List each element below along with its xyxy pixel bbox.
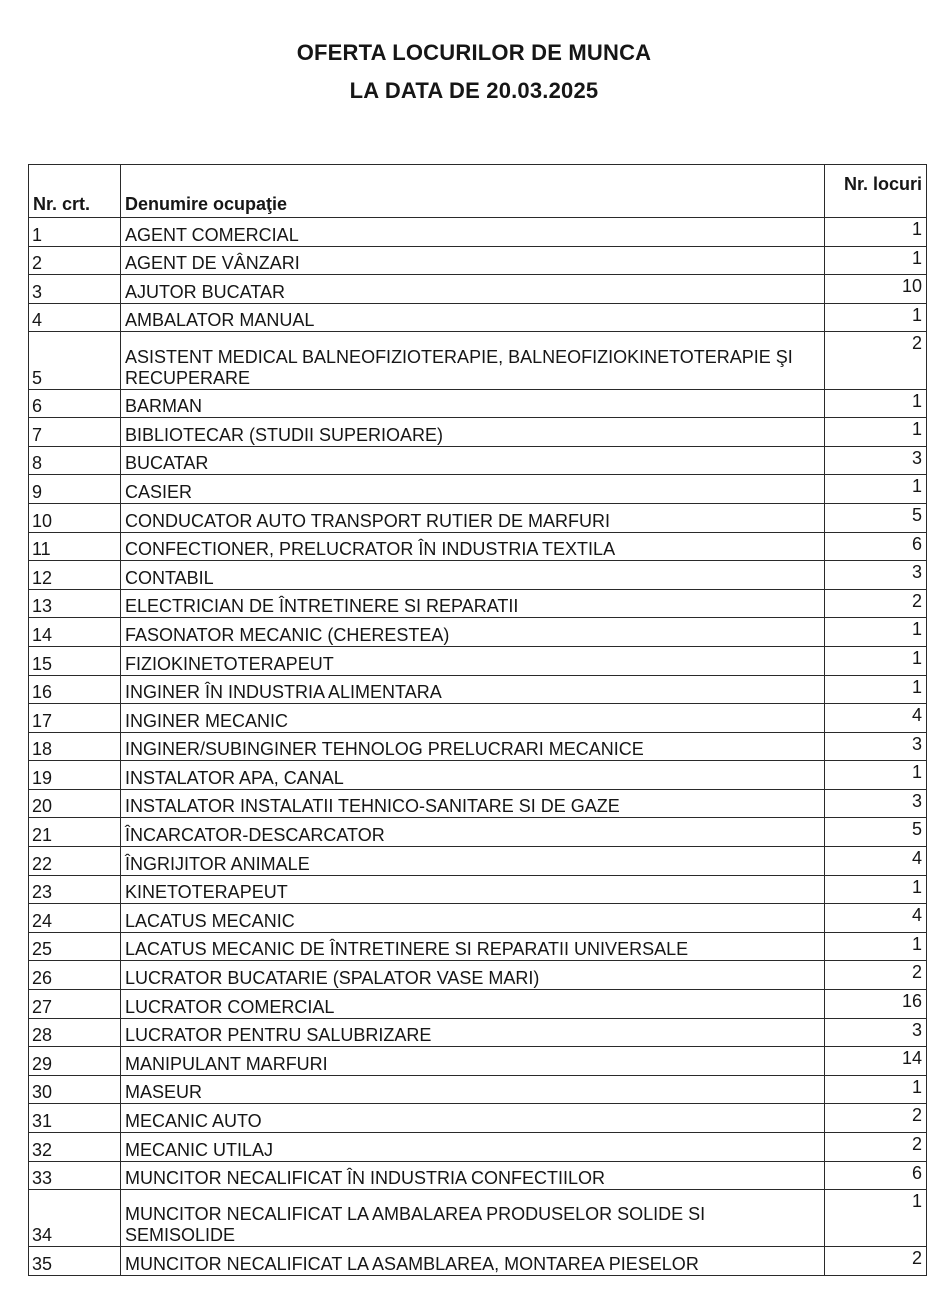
table-row (29, 561, 927, 590)
job-offers-table (28, 164, 927, 1276)
places-count: 1 (825, 303, 927, 332)
occupation-name: KINETOTERAPEUT (121, 875, 825, 904)
occupation-name: ÎNGRIJITOR ANIMALE (121, 847, 825, 876)
row-number: 6 (29, 389, 121, 418)
row-number: 1 (29, 218, 121, 247)
places-count: 1 (825, 646, 927, 675)
occupation-name: INSTALATOR INSTALATII TEHNICO-SANITARE SI DE GAZE (121, 789, 825, 818)
table-row (29, 875, 927, 904)
occupation-name: MASEUR (121, 1075, 825, 1104)
row-number: 28 (29, 1018, 121, 1047)
table-row (29, 1047, 927, 1076)
occupation-name: BIBLIOTECAR (STUDII SUPERIOARE) (121, 418, 825, 447)
occupation-name: LACATUS MECANIC DE ÎNTRETINERE SI REPARATII UNIVERSALE (121, 932, 825, 961)
occupation-name: MECANIC AUTO (121, 1104, 825, 1133)
places-count: 6 (825, 532, 927, 561)
table-row (29, 275, 927, 304)
row-number: 17 (29, 704, 121, 733)
places-count: 1 (825, 246, 927, 275)
table-row (29, 1018, 927, 1047)
row-number: 21 (29, 818, 121, 847)
places-count: 1 (825, 475, 927, 504)
occupation-name: LACATUS MECANIC (121, 904, 825, 933)
row-number: 4 (29, 303, 121, 332)
places-count: 2 (825, 1104, 927, 1133)
row-number: 34 (29, 1190, 121, 1247)
table-row (29, 1133, 927, 1162)
occupation-name: CONTABIL (121, 561, 825, 590)
places-count: 1 (825, 875, 927, 904)
occupation-name: AJUTOR BUCATAR (121, 275, 825, 304)
table-row (29, 418, 927, 447)
table-row (29, 732, 927, 761)
places-count: 1 (825, 389, 927, 418)
places-count: 4 (825, 904, 927, 933)
row-number: 31 (29, 1104, 121, 1133)
occupation-name: ELECTRICIAN DE ÎNTRETINERE SI REPARATII (121, 589, 825, 618)
row-number: 30 (29, 1075, 121, 1104)
row-number: 12 (29, 561, 121, 590)
occupation-name: LUCRATOR BUCATARIE (SPALATOR VASE MARI) (121, 961, 825, 990)
table-header-row (29, 165, 927, 218)
places-count: 2 (825, 961, 927, 990)
header-nr-crt: Nr. crt. (29, 165, 121, 218)
table-row (29, 675, 927, 704)
row-number: 15 (29, 646, 121, 675)
places-count: 3 (825, 732, 927, 761)
occupation-name: INGINER ÎN INDUSTRIA ALIMENTARA (121, 675, 825, 704)
table-row (29, 932, 927, 961)
occupation-name: MUNCITOR NECALIFICAT ÎN INDUSTRIA CONFECTIILOR (121, 1161, 825, 1190)
row-number: 10 (29, 503, 121, 532)
occupation-name: LUCRATOR COMERCIAL (121, 990, 825, 1019)
table-row (29, 646, 927, 675)
occupation-name: ÎNCARCATOR-DESCARCATOR (121, 818, 825, 847)
table-row (29, 1104, 927, 1133)
places-count: 2 (825, 1133, 927, 1162)
table-row (29, 961, 927, 990)
places-count: 10 (825, 275, 927, 304)
places-count: 2 (825, 332, 927, 389)
table-row (29, 990, 927, 1019)
table-row (29, 389, 927, 418)
table-row (29, 246, 927, 275)
document-date-title: LA DATA DE 20.03.2025 (349, 78, 599, 103)
occupation-name: LUCRATOR PENTRU SALUBRIZARE (121, 1018, 825, 1047)
occupation-name (121, 1190, 825, 1247)
table-row (29, 589, 927, 618)
row-number: 19 (29, 761, 121, 790)
occupation-name: CASIER (121, 475, 825, 504)
row-number: 33 (29, 1161, 121, 1190)
occupation-name: MECANIC UTILAJ (121, 1133, 825, 1162)
table-row (29, 1161, 927, 1190)
row-number: 13 (29, 589, 121, 618)
table-row (29, 218, 927, 247)
row-number: 8 (29, 446, 121, 475)
table-row (29, 904, 927, 933)
table-row (29, 618, 927, 647)
table-row (29, 446, 927, 475)
occupation-name: INSTALATOR APA, CANAL (121, 761, 825, 790)
occupation-name: CONDUCATOR AUTO TRANSPORT RUTIER DE MARFURI (121, 503, 825, 532)
places-count: 4 (825, 847, 927, 876)
places-count: 1 (825, 618, 927, 647)
row-number: 25 (29, 932, 121, 961)
table-row (29, 789, 927, 818)
places-count: 5 (825, 503, 927, 532)
places-count: 5 (825, 818, 927, 847)
table-row (29, 704, 927, 733)
row-number: 32 (29, 1133, 121, 1162)
row-number: 5 (29, 332, 121, 389)
occupation-name: CONFECTIONER, PRELUCRATOR ÎN INDUSTRIA TEXTILA (121, 532, 825, 561)
places-count: 16 (825, 990, 927, 1019)
places-count: 2 (825, 589, 927, 618)
occupation-name: FASONATOR MECANIC (CHERESTEA) (121, 618, 825, 647)
places-count: 6 (825, 1161, 927, 1190)
table-row (29, 1247, 927, 1276)
occupation-name: INGINER/SUBINGINER TEHNOLOG PRELUCRARI MECANICE (121, 732, 825, 761)
table-row (29, 503, 927, 532)
places-count: 2 (825, 1247, 927, 1276)
row-number: 22 (29, 847, 121, 876)
places-count: 3 (825, 446, 927, 475)
places-count: 1 (825, 1075, 927, 1104)
occupation-name: MUNCITOR NECALIFICAT LA ASAMBLAREA, MONTAREA PIESELOR (121, 1247, 825, 1276)
table-row (29, 847, 927, 876)
occupation-name: FIZIOKINETOTERAPEUT (121, 646, 825, 675)
places-count: 1 (825, 761, 927, 790)
occupation-name: BARMAN (121, 389, 825, 418)
occupation-name-line: RECUPERARE (125, 367, 251, 388)
row-number: 7 (29, 418, 121, 447)
places-count: 14 (825, 1047, 927, 1076)
row-number: 16 (29, 675, 121, 704)
table-body (29, 218, 927, 1276)
places-count: 1 (825, 218, 927, 247)
header-occupation: Denumire ocupaţie (121, 165, 825, 218)
places-count: 3 (825, 561, 927, 590)
occupation-name: AMBALATOR MANUAL (121, 303, 825, 332)
row-number: 2 (29, 246, 121, 275)
row-number: 29 (29, 1047, 121, 1076)
occupation-name: INGINER MECANIC (121, 704, 825, 733)
table-row (29, 475, 927, 504)
row-number: 20 (29, 789, 121, 818)
row-number: 9 (29, 475, 121, 504)
occupation-name-line: MUNCITOR NECALIFICAT LA AMBALAREA PRODUSELOR SOLIDE SI (125, 1204, 706, 1225)
places-count: 1 (825, 418, 927, 447)
table-row (29, 761, 927, 790)
row-number: 24 (29, 904, 121, 933)
occupation-name: MANIPULANT MARFURI (121, 1047, 825, 1076)
table-row (29, 532, 927, 561)
places-count: 4 (825, 704, 927, 733)
table-row (29, 303, 927, 332)
table-row (29, 1075, 927, 1104)
places-count: 3 (825, 1018, 927, 1047)
row-number: 3 (29, 275, 121, 304)
table-row (29, 1190, 927, 1247)
row-number: 27 (29, 990, 121, 1019)
places-count: 1 (825, 675, 927, 704)
table-row (29, 818, 927, 847)
places-count: 1 (825, 932, 927, 961)
row-number: 35 (29, 1247, 121, 1276)
row-number: 23 (29, 875, 121, 904)
table-row (29, 332, 927, 389)
header-nr-locuri: Nr. locuri (825, 165, 927, 218)
row-number: 11 (29, 532, 121, 561)
occupation-name: AGENT DE VÂNZARI (121, 246, 825, 275)
document-title: OFERTA LOCURILOR DE MUNCA (296, 40, 652, 65)
places-count: 3 (825, 789, 927, 818)
row-number: 26 (29, 961, 121, 990)
places-count: 1 (825, 1190, 927, 1247)
row-number: 18 (29, 732, 121, 761)
occupation-name: AGENT COMERCIAL (121, 218, 825, 247)
occupation-name-line: SEMISOLIDE (125, 1225, 236, 1246)
occupation-name (121, 332, 825, 389)
row-number: 14 (29, 618, 121, 647)
occupation-name: BUCATAR (121, 446, 825, 475)
occupation-name-line: ASISTENT MEDICAL BALNEOFIZIOTERAPIE, BALNEOFIZIOKINETOTERAPIE ŞI (125, 346, 793, 367)
